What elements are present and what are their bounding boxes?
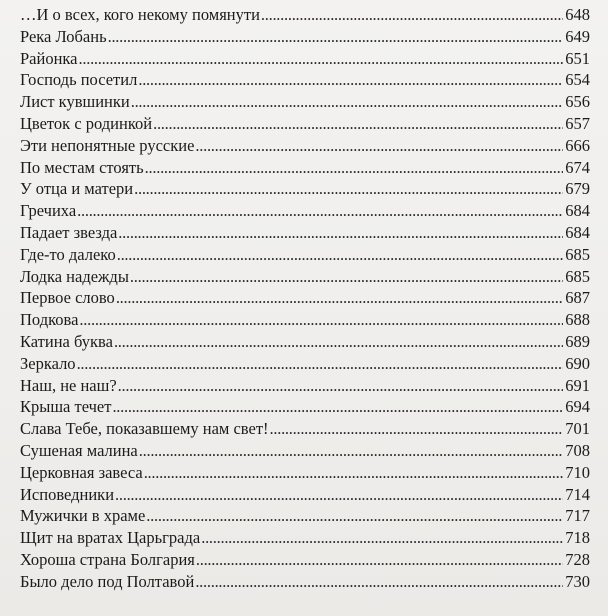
toc-entry-page-number: 685 — [565, 266, 590, 286]
toc-entry-page-number: 690 — [565, 353, 590, 373]
dot-leader — [146, 505, 563, 527]
dot-leader — [139, 440, 563, 462]
toc-entry-title: Церковная завеса — [20, 462, 143, 482]
toc-entry-title: Эти непонятные русские — [20, 135, 195, 155]
toc-entry — [20, 571, 590, 593]
dot-leader — [270, 418, 563, 440]
toc-entry-page-number: 728 — [565, 549, 590, 569]
toc-entry-page-number: 717 — [565, 506, 590, 526]
toc-entry — [20, 505, 590, 527]
dot-leader — [195, 135, 563, 157]
toc-entry-title: Лодка надежды — [20, 266, 129, 286]
toc-entry-page-number: 657 — [565, 113, 590, 133]
toc-entry-title: По местам стоять — [20, 157, 144, 177]
toc-entry-title: Было дело под Полтавой — [20, 571, 195, 591]
toc-entry — [20, 484, 590, 506]
toc-entry — [20, 200, 590, 222]
toc-entry-page-number: 688 — [565, 310, 590, 330]
dot-leader — [261, 4, 563, 26]
table-of-contents — [20, 4, 590, 593]
toc-entry-title: Хороша страна Болгария — [20, 549, 195, 569]
toc-entry-page-number: 687 — [565, 288, 590, 308]
dot-leader — [153, 113, 563, 135]
toc-entry — [20, 549, 590, 571]
toc-entry-title: Река Лобань — [20, 26, 107, 46]
toc-entry — [20, 418, 590, 440]
toc-entry-title: Господь посетил — [20, 70, 138, 90]
toc-entry-page-number: 674 — [565, 157, 590, 177]
toc-entry — [20, 69, 590, 91]
toc-entry — [20, 157, 590, 179]
dot-leader — [79, 309, 563, 331]
dot-leader — [201, 527, 563, 549]
toc-entry-title: Крыша течет — [20, 397, 112, 417]
toc-entry-title: Лист кувшинки — [20, 92, 130, 112]
toc-entry — [20, 462, 590, 484]
toc-entry-title: Где-то далеко — [20, 244, 116, 264]
toc-entry-title: Слава Тебе, показавшему нам свет! — [20, 419, 269, 439]
toc-entry — [20, 26, 590, 48]
toc-entry — [20, 287, 590, 309]
toc-entry-page-number: 708 — [565, 440, 590, 460]
dot-leader — [196, 549, 563, 571]
toc-entry — [20, 527, 590, 549]
toc-entry-page-number: 679 — [565, 179, 590, 199]
toc-entry-title: …И о всех, кого некому помянути — [20, 5, 260, 24]
dot-leader — [117, 244, 563, 266]
dot-leader — [112, 396, 563, 418]
dot-leader — [131, 91, 563, 113]
dot-leader — [79, 48, 563, 70]
toc-entry-title: Подкова — [20, 310, 79, 330]
toc-entry — [20, 331, 590, 353]
toc-entry — [20, 91, 590, 113]
dot-leader — [118, 222, 563, 244]
toc-entry — [20, 440, 590, 462]
toc-entry-page-number: 649 — [565, 26, 590, 46]
toc-entry-page-number: 730 — [565, 571, 590, 591]
dot-leader — [144, 462, 563, 484]
toc-entry-title: Первое слово — [20, 288, 115, 308]
toc-entry-title: Цветок с родинкой — [20, 113, 153, 133]
toc-entry-page-number: 648 — [565, 5, 590, 24]
toc-entry-page-number: 685 — [565, 244, 590, 264]
toc-entry — [20, 178, 590, 200]
toc-entry-title: Районка — [20, 48, 78, 68]
toc-entry-page-number: 689 — [565, 331, 590, 351]
toc-entry — [20, 113, 590, 135]
dot-leader — [138, 69, 563, 91]
dot-leader — [145, 157, 563, 179]
toc-entry-title: Падает звезда — [20, 222, 118, 242]
toc-entry — [20, 48, 590, 70]
toc-entry-page-number: 684 — [565, 222, 590, 242]
toc-entry-page-number: 701 — [565, 419, 590, 439]
toc-entry — [20, 244, 590, 266]
toc-entry-page-number: 684 — [565, 201, 590, 221]
dot-leader — [130, 266, 563, 288]
toc-entry — [20, 266, 590, 288]
toc-entry — [20, 375, 590, 397]
toc-entry-page-number: 710 — [565, 462, 590, 482]
toc-entry-title: Сушеная малина — [20, 440, 138, 460]
dot-leader — [108, 26, 563, 48]
toc-entry — [20, 222, 590, 244]
dot-leader — [116, 287, 563, 309]
toc-entry-page-number: 718 — [565, 528, 590, 548]
dot-leader — [115, 484, 563, 506]
toc-entry-title: У отца и матери — [20, 179, 134, 199]
toc-entry-page-number: 651 — [565, 48, 590, 68]
dot-leader — [118, 375, 563, 397]
toc-entry-title: Мужички в храме — [20, 506, 146, 526]
dot-leader — [134, 178, 563, 200]
toc-entry — [20, 4, 590, 26]
toc-entry-page-number: 691 — [565, 375, 590, 395]
toc-entry-page-number: 656 — [565, 92, 590, 112]
toc-entry-title: Катина буква — [20, 331, 113, 351]
toc-entry-page-number: 654 — [565, 70, 590, 90]
dot-leader — [114, 331, 563, 353]
dot-leader — [77, 353, 563, 375]
toc-entry-page-number: 666 — [565, 135, 590, 155]
toc-entry-title: Наш, не наш? — [20, 375, 117, 395]
toc-entry-page-number: 714 — [565, 484, 590, 504]
dot-leader — [77, 200, 563, 222]
toc-entry-title: Гречиха — [20, 201, 77, 221]
toc-entry-title: Зеркало — [20, 353, 76, 373]
toc-entry — [20, 353, 590, 375]
toc-entry-title: Исповедники — [20, 484, 115, 504]
toc-entry — [20, 396, 590, 418]
toc-entry-title: Щит на вратах Царьграда — [20, 528, 201, 548]
toc-entry — [20, 135, 590, 157]
dot-leader — [195, 571, 563, 593]
toc-entry-page-number: 694 — [565, 397, 590, 417]
toc-entry — [20, 309, 590, 331]
